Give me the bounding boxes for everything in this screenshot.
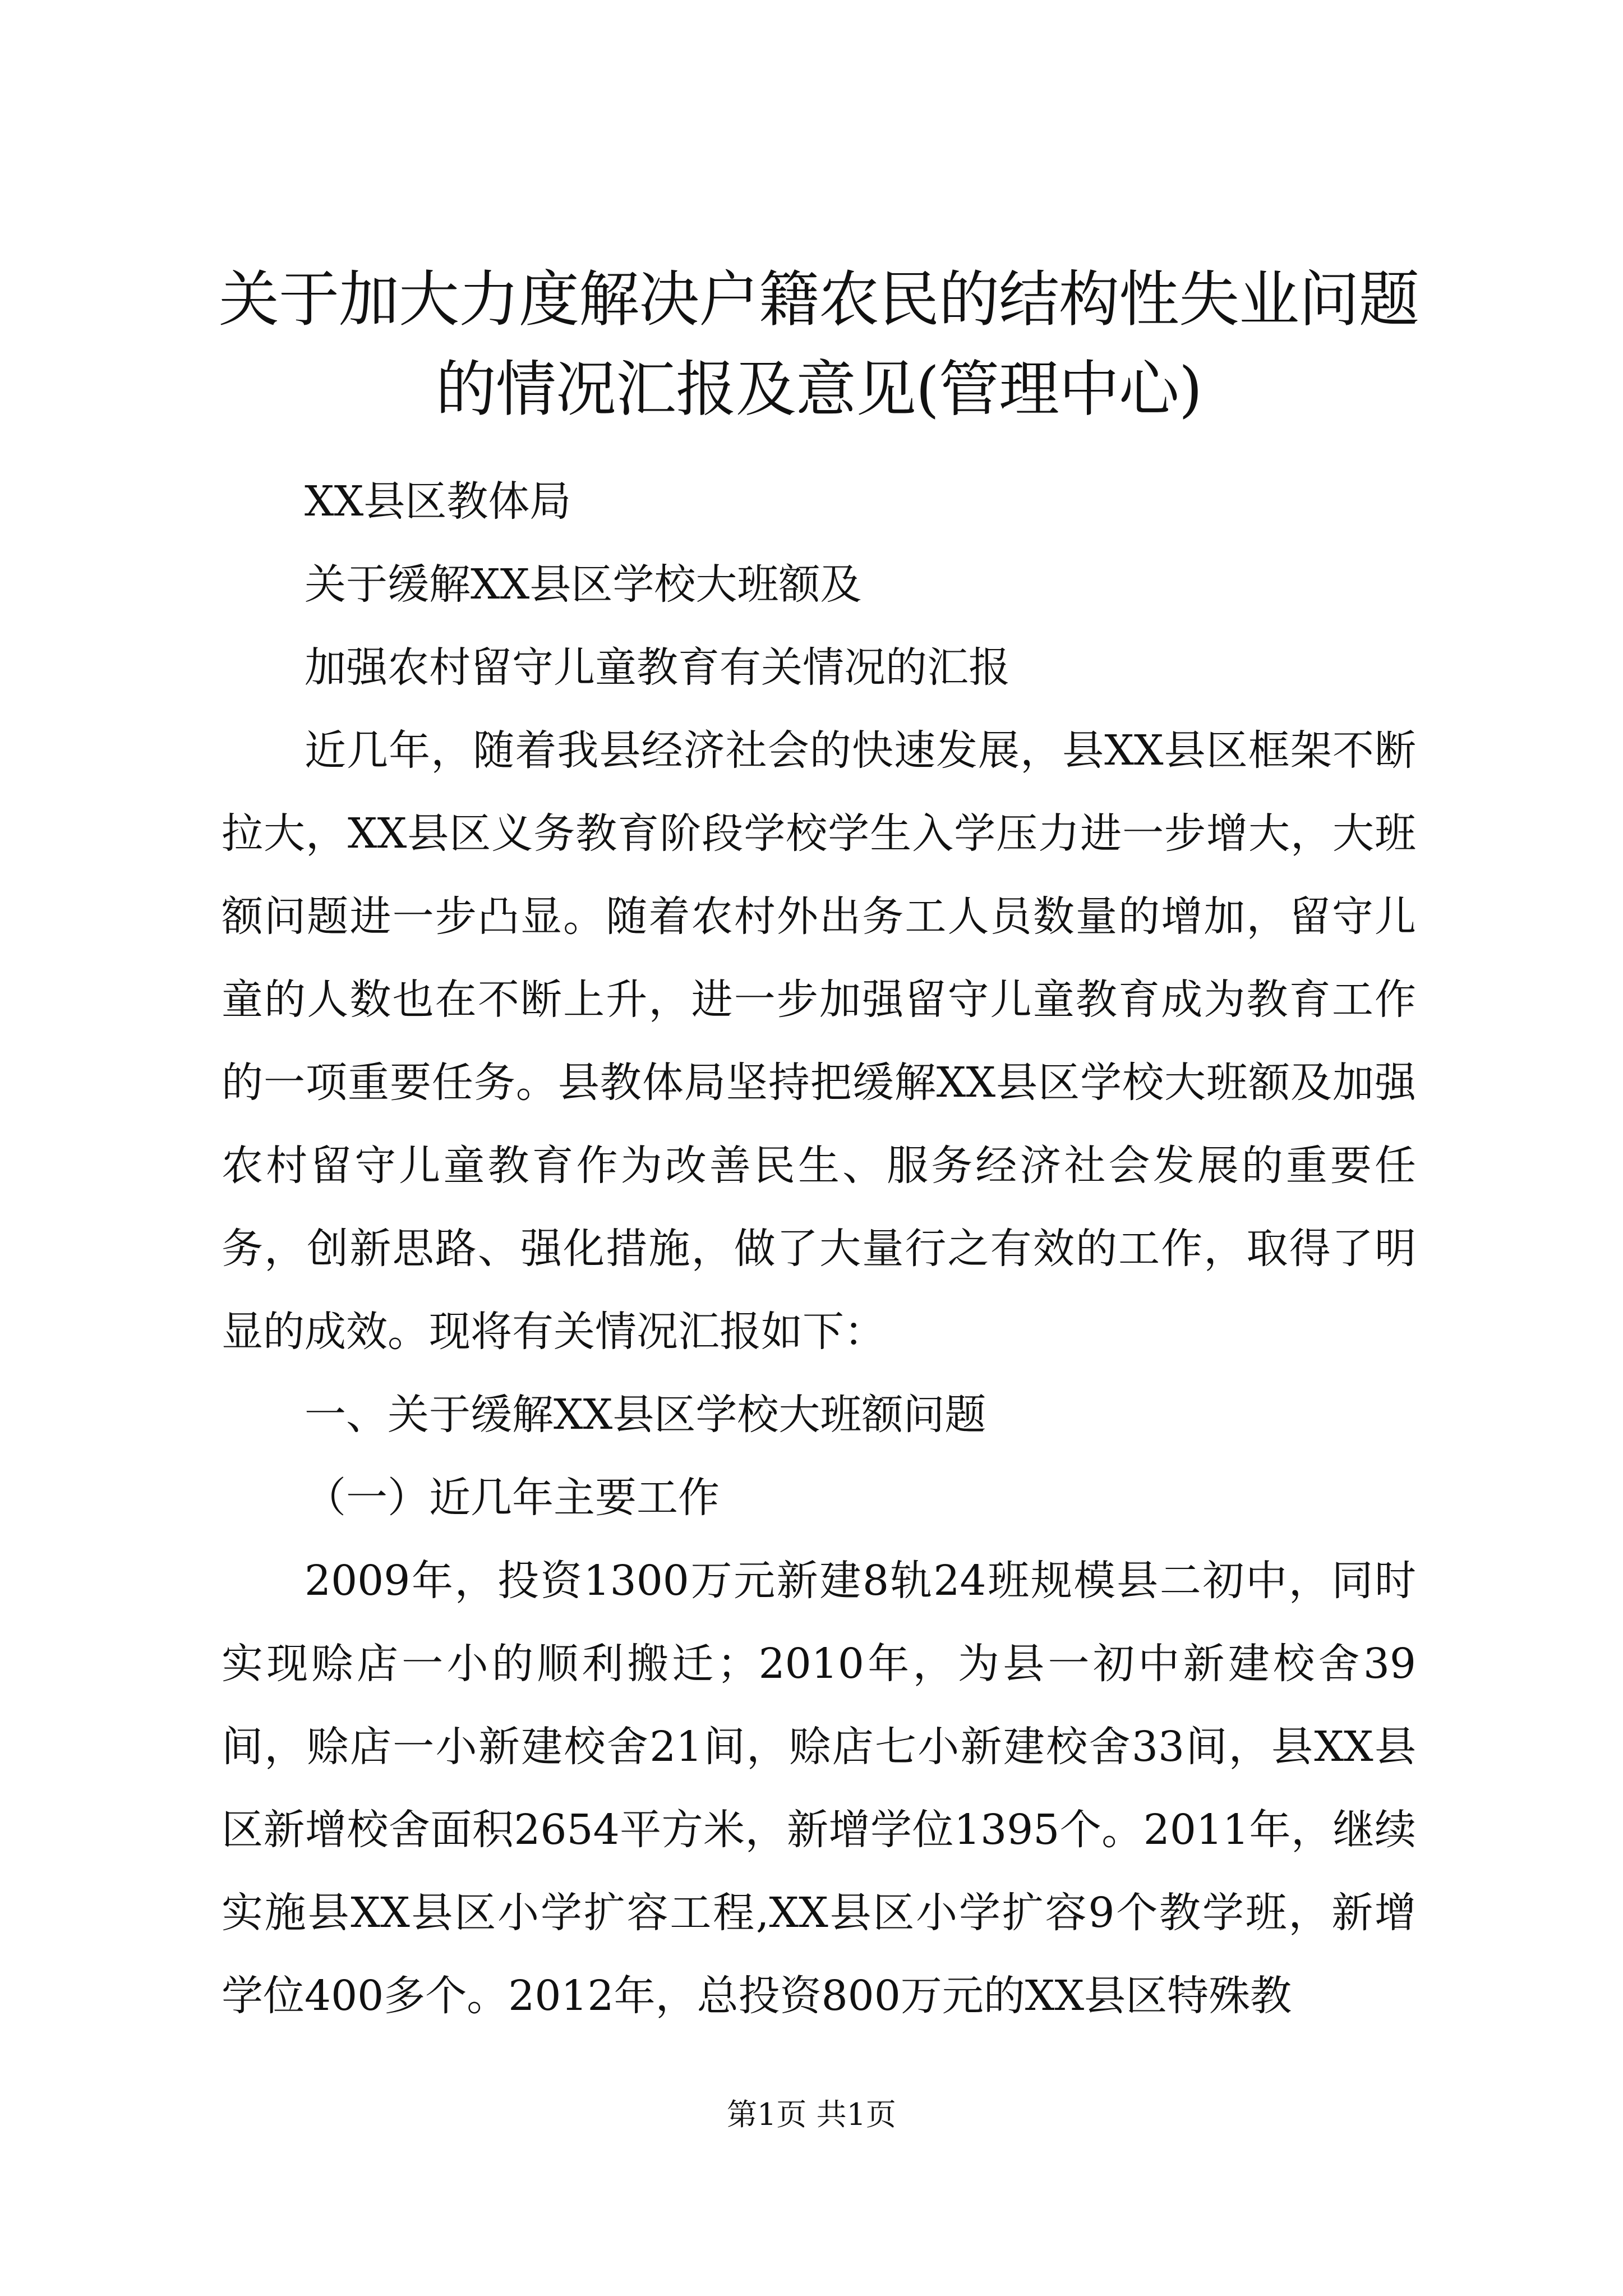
body-paragraph: 2009年，投资1300万元新建8轨24班规模县二初中，同时实现赊店一小的顺利搬迁；2010年，为县一初中新建校舍39间，赊店一小新建校舍21间，赊店七小新建校舍33间，县XX县区新增校舍面积2654平方米，新增学位1395个。2011年，继续实施县XX县区小学扩容工程,XX县区小学扩容9个教学班，新增学位400多个。2012年，总投资800万元的XX县区特殊教 [222, 1557, 1416, 2020]
title-line-2: 的情况汇报及意见(管理中心) [435, 355, 1202, 425]
section-heading: 一、关于缓解XX县区学校大班额问题 [305, 1391, 986, 1439]
subtitle-line-2: 加强农村留守儿童教育有关情况的汇报 [305, 643, 1010, 692]
subtitle-line-1: 关于缓解XX县区学校大班额及 [305, 560, 862, 609]
document-title [202, 255, 1436, 435]
title-line-1: 关于加大力度解决户籍农民的结构性失业问题 [218, 265, 1419, 335]
page-number: 第1页 共1页 [727, 2097, 896, 2132]
intro-paragraph: 近几年，随着我县经济社会的快速发展，县XX县区框架不断拉大，XX县区义务教育阶段学校学生入学压力进一步增大，大班额问题进一步凸显。随着农村外出务工人员数量的增加，留守儿童的人数也在不断上升，进一步加强留守儿童教育成为教育工作的一项重要任务。县教体局坚持把缓解XX县区学校大班额及加强农村留守儿童教育作为改善民生、服务经济社会发展的重要任务，创新思路、强化措施，做了大量行之有效的工作，取得了明显的成效。现将有关情况汇报如下： [222, 726, 1416, 1356]
subsection-heading: （一）近几年主要工作 [305, 1474, 720, 1522]
document-body [222, 460, 1416, 2037]
author-line: XX县区教体局 [305, 477, 571, 526]
